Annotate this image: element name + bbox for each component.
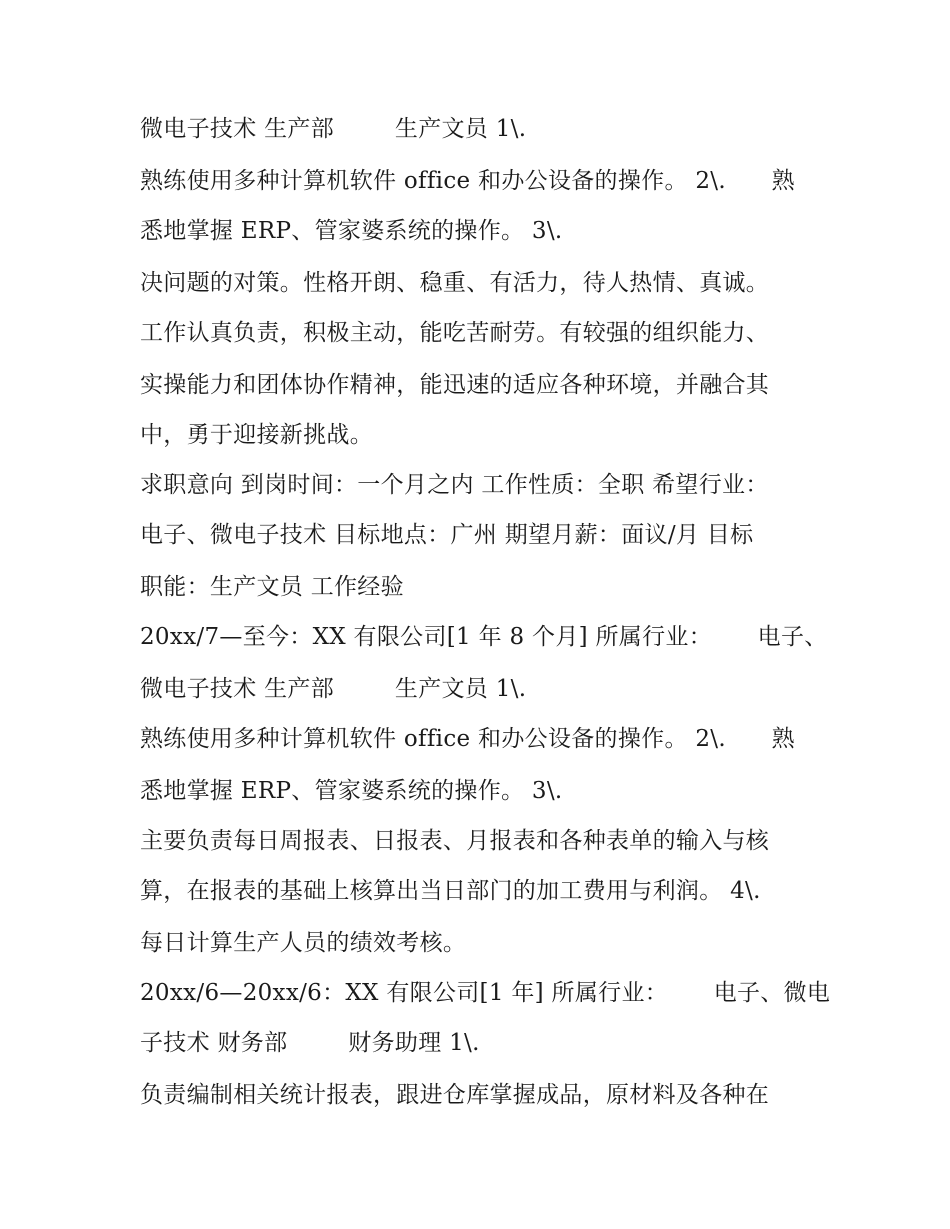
text-line: 熟练使用多种计算机软件 office 和办公设备的操作。 2\. 熟: [140, 168, 795, 194]
text-line: 主要负责每日周报表、日报表、月报表和各种表单的输入与核: [140, 828, 770, 854]
text-line: 算，在报表的基础上核算出当日部门的加工费用与利润。 4\.: [140, 878, 761, 904]
text-line: 20xx/6—20xx/6：XX 有限公司[1 年] 所属行业： 电子、微电: [140, 980, 831, 1006]
text-line: 实操能力和团体协作精神，能迅速的适应各种环境，并融合其: [140, 372, 770, 398]
text-line: 子技术 财务部 财务助理 1\.: [140, 1030, 480, 1056]
text-line: 决问题的对策。性格开朗、稳重、有活力，待人热情、真诚。: [140, 270, 770, 296]
text-line: 职能：生产文员 工作经验: [140, 574, 404, 600]
text-line: 微电子技术 生产部 生产文员 1\.: [140, 116, 527, 142]
text-line: 每日计算生产人员的绩效考核。: [140, 930, 467, 956]
text-line: 悉地掌握 ERP、管家婆系统的操作。 3\.: [140, 778, 563, 804]
text-line: 求职意向 到岗时间：一个月之内 工作性质：全职 希望行业：: [140, 472, 769, 498]
text-line: 中，勇于迎接新挑战。: [140, 422, 373, 448]
text-line: 微电子技术 生产部 生产文员 1\.: [140, 676, 527, 702]
text-line: 电子、微电子技术 目标地点：广州 期望月薪：面议/月 目标: [140, 522, 754, 548]
text-line: 20xx/7—至今：XX 有限公司[1 年 8 个月] 所属行业： 电子、: [140, 624, 828, 650]
text-line: 悉地掌握 ERP、管家婆系统的操作。 3\.: [140, 218, 563, 244]
text-line: 负责编制相关统计报表，跟进仓库掌握成品，原材料及各种在: [140, 1082, 770, 1108]
text-line: 工作认真负责，积极主动，能吃苦耐劳。有较强的组织能力、: [140, 320, 770, 346]
text-line: 熟练使用多种计算机软件 office 和办公设备的操作。 2\. 熟: [140, 726, 795, 752]
